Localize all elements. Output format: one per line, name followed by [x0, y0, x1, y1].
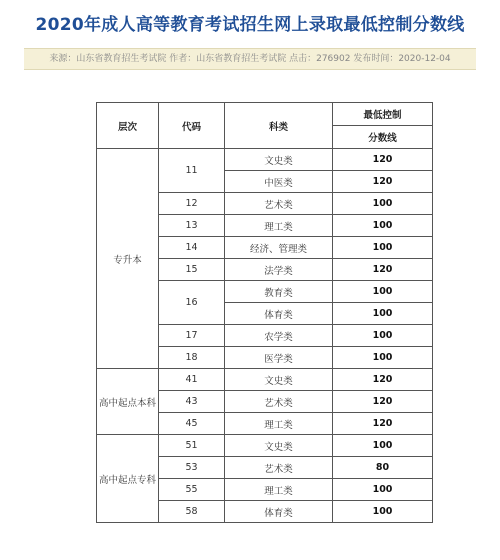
table-row [97, 149, 433, 171]
score-cell: 100 [333, 303, 433, 325]
level-cell: 高中起点本科 [97, 369, 159, 435]
subject-cell: 文史类 [225, 435, 333, 457]
code-cell: 43 [159, 391, 225, 413]
score-cell: 120 [333, 149, 433, 171]
score-cell: 100 [333, 479, 433, 501]
subject-cell: 文史类 [225, 369, 333, 391]
code-cell: 55 [159, 479, 225, 501]
table-row [97, 369, 433, 391]
code-cell: 13 [159, 215, 225, 237]
page-title: 2020年成人高等教育考试招生网上录取最低控制分数线 [35, 15, 465, 35]
code-cell: 12 [159, 193, 225, 215]
score-table [96, 102, 433, 523]
code-cell: 11 [159, 149, 225, 193]
code-cell: 15 [159, 259, 225, 281]
score-cell: 120 [333, 259, 433, 281]
score-cell: 120 [333, 369, 433, 391]
article-meta: 来源：山东省教育招生考试院 作者：山东省教育招生考试院 点击：276902 发布时间：2020-12-04 [24, 48, 476, 70]
header-score-line2: 分数线 [333, 126, 433, 149]
score-cell: 120 [333, 391, 433, 413]
score-cell: 120 [333, 413, 433, 435]
code-cell: 17 [159, 325, 225, 347]
subject-cell: 文史类 [225, 149, 333, 171]
subject-cell: 法学类 [225, 259, 333, 281]
score-cell: 100 [333, 281, 433, 303]
score-cell: 80 [333, 457, 433, 479]
code-cell: 18 [159, 347, 225, 369]
score-cell: 100 [333, 347, 433, 369]
score-cell: 100 [333, 501, 433, 523]
subject-cell: 体育类 [225, 501, 333, 523]
table-header-row [97, 103, 433, 126]
subject-cell: 艺术类 [225, 193, 333, 215]
code-cell: 16 [159, 281, 225, 325]
subject-cell: 体育类 [225, 303, 333, 325]
code-cell: 41 [159, 369, 225, 391]
code-cell: 58 [159, 501, 225, 523]
score-cell: 100 [333, 325, 433, 347]
subject-cell: 艺术类 [225, 391, 333, 413]
header-level: 层次 [97, 103, 159, 149]
score-cell: 100 [333, 193, 433, 215]
score-cell: 100 [333, 237, 433, 259]
subject-cell: 经济、管理类 [225, 237, 333, 259]
subject-cell: 教育类 [225, 281, 333, 303]
score-cell: 100 [333, 435, 433, 457]
score-cell: 120 [333, 171, 433, 193]
subject-cell: 农学类 [225, 325, 333, 347]
subject-cell: 理工类 [225, 479, 333, 501]
score-cell: 100 [333, 215, 433, 237]
header-code: 代码 [159, 103, 225, 149]
level-cell: 专升本 [97, 149, 159, 369]
code-cell: 51 [159, 435, 225, 457]
header-score-line1: 最低控制 [333, 103, 433, 126]
subject-cell: 理工类 [225, 215, 333, 237]
score-table-body [97, 149, 433, 523]
code-cell: 53 [159, 457, 225, 479]
code-cell: 14 [159, 237, 225, 259]
subject-cell: 理工类 [225, 413, 333, 435]
table-row [97, 435, 433, 457]
level-cell: 高中起点专科 [97, 435, 159, 523]
header-subject: 科类 [225, 103, 333, 149]
subject-cell: 中医类 [225, 171, 333, 193]
code-cell: 45 [159, 413, 225, 435]
subject-cell: 医学类 [225, 347, 333, 369]
subject-cell: 艺术类 [225, 457, 333, 479]
